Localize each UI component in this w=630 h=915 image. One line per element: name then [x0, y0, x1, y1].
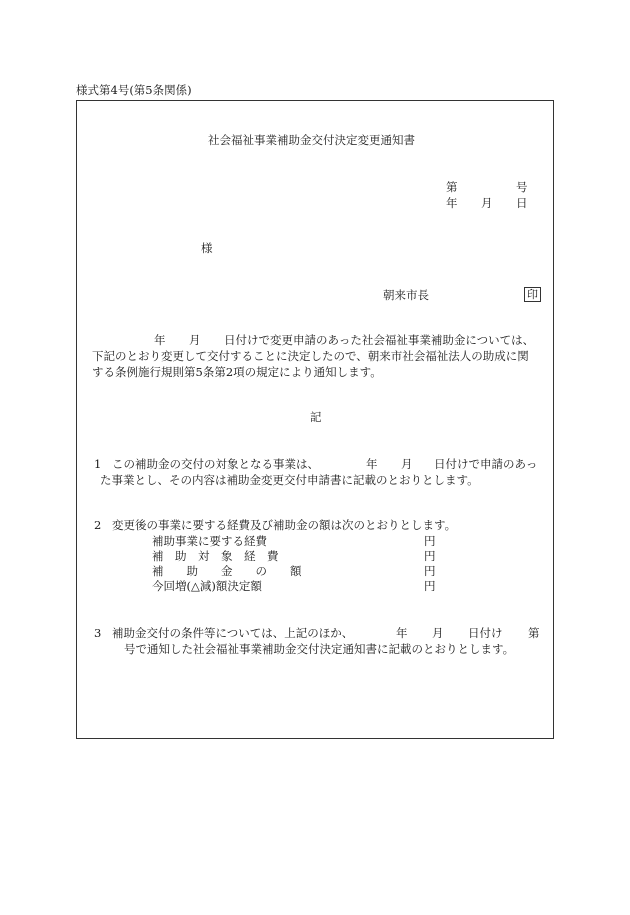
expense-row-label: 補 助 金 の 額: [152, 564, 302, 578]
item1-line-2: た事業とし、その内容は補助金変更交付申請書に記載のとおりとします。: [100, 473, 479, 487]
item1-text-a: この補助金の交付の対象となる事業は、: [112, 457, 319, 471]
item3-line-2: 号で通知した社会福祉事業補助金交付決定通知書に記載のとおりとします。: [124, 642, 515, 656]
expense-row-unit: 円: [424, 549, 436, 563]
expense-row-label: 補 助 対 象 経 費: [152, 549, 279, 563]
doc-number-prefix: 第: [446, 180, 458, 194]
expense-row-unit: 円: [424, 564, 436, 578]
seal-mark: [524, 287, 541, 302]
body-year-label: 年: [154, 333, 166, 347]
item1-year-label: 年: [366, 457, 378, 471]
body-line-2: 下記のとおり変更して交付することに決定したので、朝来市社会福祉法人の助成に関: [92, 349, 529, 363]
expense-row-unit: 円: [424, 534, 436, 548]
item3-text-a: 補助金交付の条件等については、上記のほか、: [112, 626, 354, 640]
body-line-3: する条例施行規則第5条第2項の規定により通知します。: [92, 365, 382, 379]
item3-text-b: 日付け: [468, 626, 503, 640]
form-number-label: 様式第4号(第5条関係): [76, 83, 192, 97]
item3-year-label: 年: [396, 626, 408, 640]
body-line-1: 日付けで変更申請のあった社会福祉事業補助金については、: [224, 333, 535, 347]
item3-dai-label: 第: [528, 626, 540, 640]
date-day-label: 日: [516, 196, 528, 210]
item3-number: 3: [94, 626, 102, 640]
expense-row-unit: 円: [424, 579, 436, 593]
item2-number: 2: [94, 518, 102, 532]
doc-number-suffix: 号: [516, 180, 528, 194]
date-month-label: 月: [481, 196, 493, 210]
item3-month-label: 月: [432, 626, 444, 640]
expense-row-label: 今回増(△減)額決定額: [152, 579, 262, 593]
item1-text-b: 日付けで申請のあっ: [434, 457, 538, 471]
item1-number: 1: [94, 457, 102, 471]
sender-name: 朝来市長: [383, 288, 429, 302]
item2-text: 変更後の事業に要する経費及び補助金の額は次のとおりとします。: [112, 518, 457, 532]
addressee-suffix: 様: [201, 241, 213, 255]
body-month-label: 月: [189, 333, 201, 347]
ki-heading: 記: [310, 410, 322, 424]
seal-label: 印: [524, 287, 541, 302]
document-title: 社会福祉事業補助金交付決定変更通知書: [208, 133, 415, 147]
date-year-label: 年: [446, 196, 458, 210]
expense-row-label: 補助事業に要する経費: [152, 534, 267, 548]
item1-month-label: 月: [401, 457, 413, 471]
